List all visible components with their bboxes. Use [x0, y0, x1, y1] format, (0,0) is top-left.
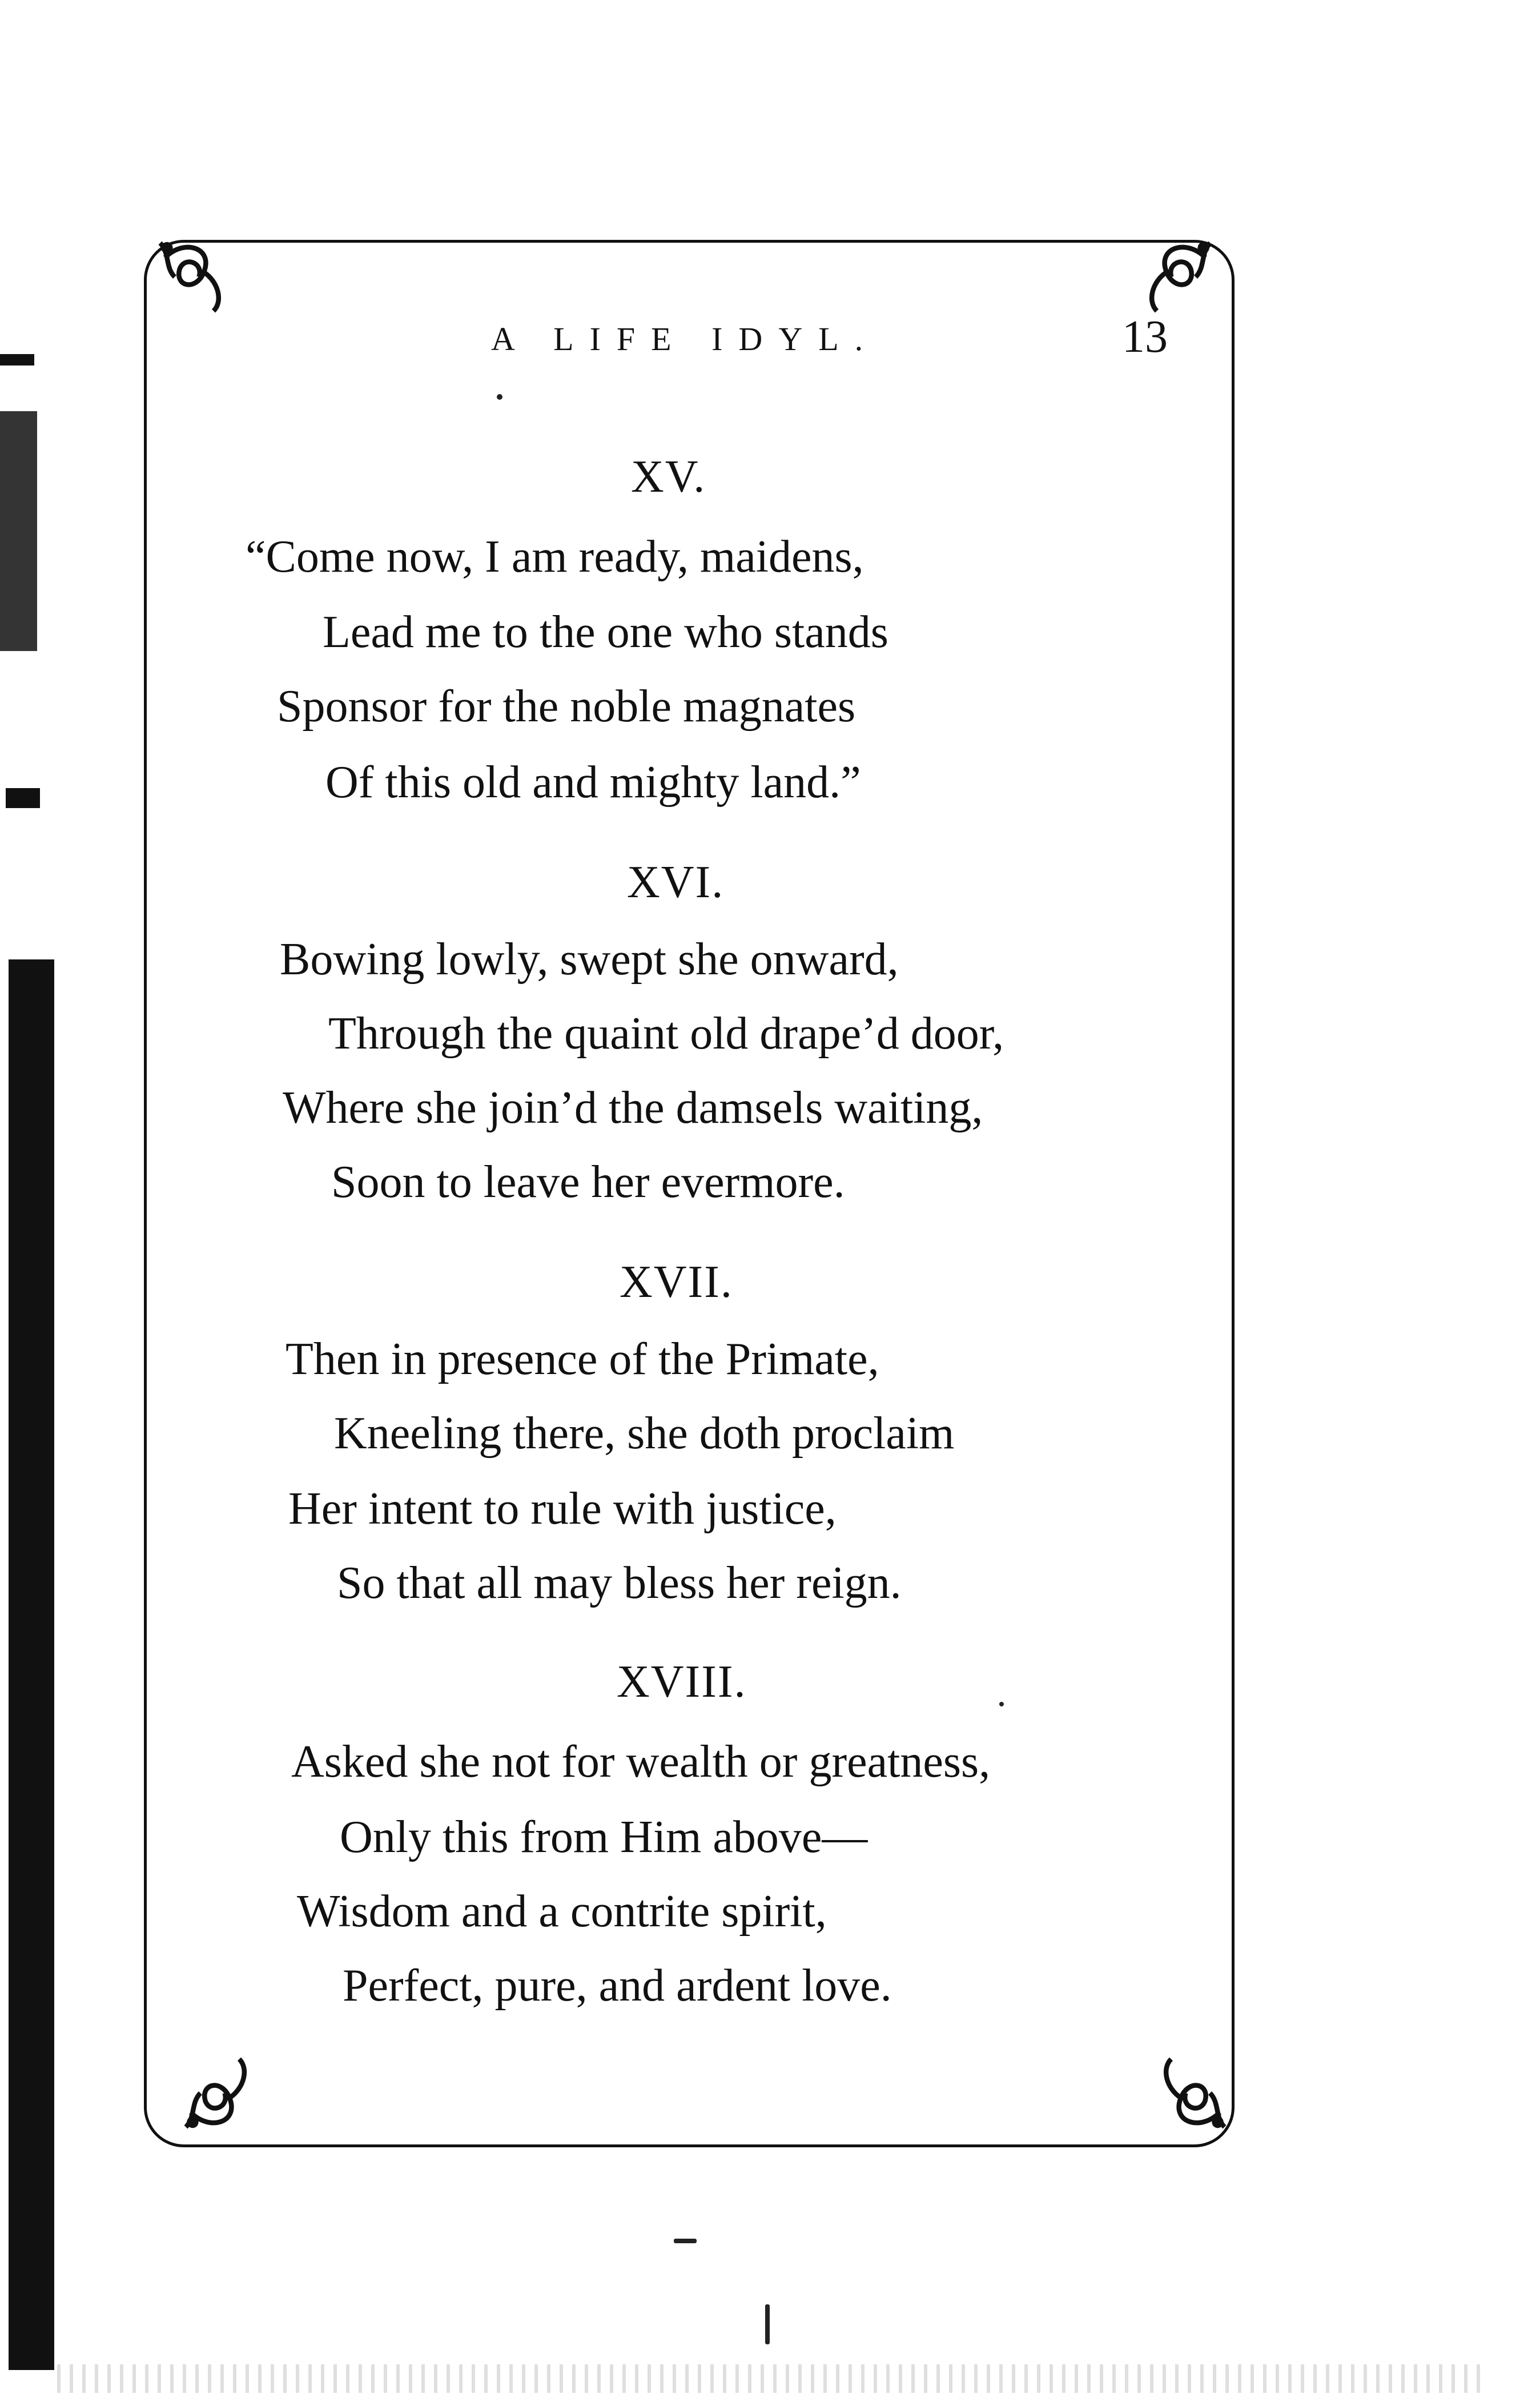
running-title: A LIFE IDYL. — [491, 320, 879, 358]
page-number: 13 — [1122, 312, 1168, 362]
scroll-ornament-icon — [171, 2045, 268, 2142]
scan-speck — [765, 2304, 770, 2344]
verse-line: Kneeling there, she doth proclaim — [334, 1408, 955, 1459]
verse-line: Perfect, pure, and ardent love. — [343, 1961, 892, 2011]
verse-line: “Come now, I am ready, maidens, — [246, 532, 864, 582]
stanza-numeral: XVII. — [620, 1257, 733, 1307]
stanza-numeral: XVI. — [627, 857, 725, 907]
scan-speck — [674, 2239, 697, 2243]
verse-line: Of this old and mighty land.” — [325, 757, 861, 808]
verse-line: Through the quaint old drape’d door, — [328, 1009, 1004, 1059]
edge-mark — [9, 959, 54, 2370]
scan-speck — [999, 1702, 1004, 1706]
verse-line: Only this from Him above— — [340, 1812, 868, 1862]
scan-speck — [497, 394, 502, 400]
verse-line: Where she join’d the damsels waiting, — [283, 1083, 983, 1133]
verse-line: So that all may bless her reign. — [337, 1558, 902, 1608]
verse-line: Wisdom and a contrite spirit, — [297, 1886, 827, 1937]
verse-line: Bowing lowly, swept she onward, — [280, 934, 899, 985]
verse-line: Lead me to the one who stands — [323, 607, 888, 657]
verse-line: Soon to leave her evermore. — [331, 1157, 845, 1207]
verse-line: Sponsor for the noble magnates — [277, 681, 856, 732]
edge-mark — [6, 788, 40, 808]
binding-edge — [0, 0, 69, 2406]
stanza-numeral: XV. — [631, 452, 706, 502]
stanza-numeral: XVIII. — [617, 1657, 747, 1707]
scroll-ornament-icon — [146, 228, 243, 326]
verse-line: Asked she not for wealth or greatness, — [291, 1737, 991, 1787]
verse-line: Her intent to rule with justice, — [288, 1484, 837, 1534]
verse-line: Then in presence of the Primate, — [286, 1334, 879, 1384]
scroll-ornament-icon — [1142, 2045, 1239, 2142]
edge-mark — [0, 411, 37, 651]
edge-mark — [0, 354, 34, 365]
scan-noise — [57, 2364, 1485, 2393]
